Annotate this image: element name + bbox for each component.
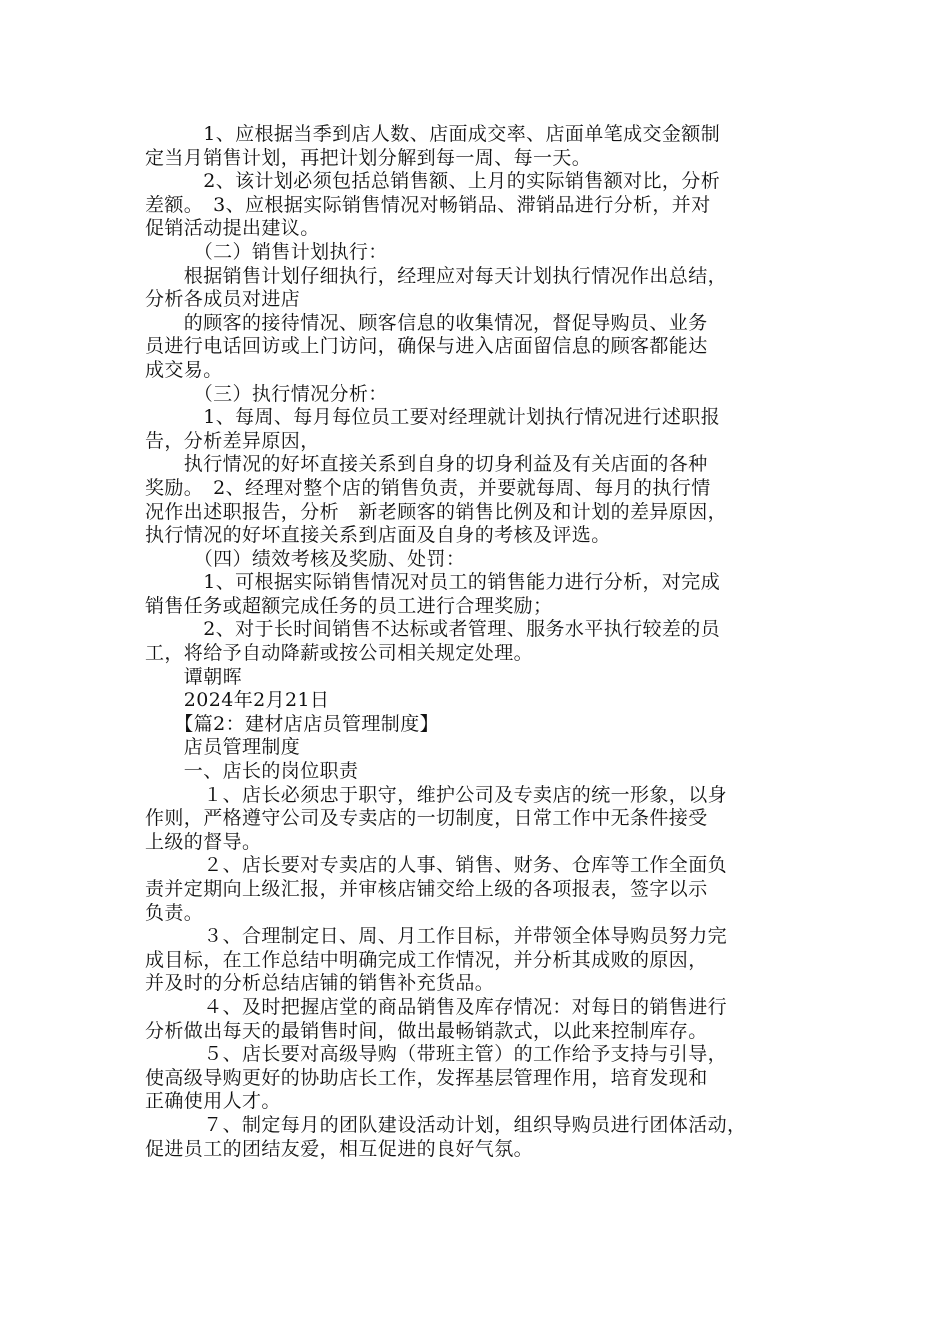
text-line: 工，将给予自动降薪或按公司相关规定处理。 <box>145 642 534 665</box>
text-line: （三）执行情况分析： <box>145 382 388 405</box>
text-line: １、店长必须忠于职守，维护公司及专卖店的统一形象，以身 <box>145 783 728 806</box>
text-line: 1、每周、每月每位员工要对经理就计划执行情况进行述职报 <box>145 406 721 429</box>
text-line: 成交易。 <box>145 358 223 381</box>
text-line: 根据销售计划仔细执行，经理应对每天计划执行情况作出总结， <box>145 264 728 287</box>
text-line: ５、店长要对高级导购（带班主管）的工作给予支持与引导， <box>145 1043 728 1066</box>
document-body <box>145 123 810 1161</box>
text-line: 2、对于长时间销售不达标或者管理、服务水平执行较差的员 <box>145 618 721 641</box>
text-line: 的顾客的接待情况、顾客信息的收集情况，督促导购员、业务 <box>145 311 708 334</box>
text-line: 分析做出每天的最销售时间，做出最畅销款式，以此来控制库存。 <box>145 1019 708 1042</box>
text-line: 负责。 <box>145 901 204 924</box>
text-line: 员进行电话回访或上门访问，确保与进入店面留信息的顾客都能达 <box>145 335 708 358</box>
text-line: 一、店长的岗位职责 <box>145 760 359 783</box>
text-line: 使高级导购更好的协助店长工作，发挥基层管理作用，培育发现和 <box>145 1066 708 1089</box>
text-line: 并及时的分析总结店铺的销售补充货品。 <box>145 972 495 995</box>
text-line: （四）绩效考核及奖励、处罚： <box>145 547 466 570</box>
text-line: 况作出述职报告，分析 新老顾客的销售比例及和计划的差异原因， <box>145 500 728 523</box>
text-line: 执行情况的好坏直接关系到店面及自身的考核及评选。 <box>145 524 611 547</box>
text-line: 告，分析差异原因， <box>145 429 320 452</box>
text-line: 执行情况的好坏直接关系到自身的切身利益及有关店面的各种 <box>145 453 708 476</box>
text-line: 促进员工的团结友爱，相互促进的良好气氛。 <box>145 1137 534 1160</box>
text-line: 分析各成员对进店 <box>145 288 301 311</box>
text-line: 销售任务或超额完成任务的员工进行合理奖励； <box>145 594 553 617</box>
text-line: 定当月销售计划，再把计划分解到每一周、每一天。 <box>145 146 592 169</box>
text-line: 促销活动提出建议。 <box>145 217 320 240</box>
text-line: 店员管理制度 <box>145 736 301 759</box>
text-line: 2024年2月21日 <box>145 689 330 712</box>
text-line: （二）销售计划执行： <box>145 240 388 263</box>
text-line: 作则，严格遵守公司及专卖店的一切制度，日常工作中无条件接受 <box>145 807 708 830</box>
text-line: 谭朝晖 <box>145 665 243 688</box>
text-line: 1、应根据当季到店人数、店面成交率、店面单笔成交金额制 <box>145 123 721 145</box>
text-line: 2、该计划必须包括总销售额、上月的实际销售额对比，分析 <box>145 170 721 193</box>
text-line: 责并定期向上级汇报，并审核店铺交给上级的各项报表，签字以示 <box>145 878 708 900</box>
text-line: ２、店长要对专卖店的人事、销售、财务、仓库等工作全面负 <box>145 854 728 877</box>
text-line: 正确使用人才。 <box>145 1090 281 1113</box>
text-line: 奖励。 2、经理对整个店的销售负责，并要就每周、每月的执行情 <box>145 476 711 499</box>
text-line: 1、可根据实际销售情况对员工的销售能力进行分析，对完成 <box>145 571 721 594</box>
text-line: 差额。 3、应根据实际销售情况对畅销品、滞销品进行分析，并对 <box>145 193 711 216</box>
text-line: ７、制定每月的团队建设活动计划，组织导购员进行团体活动， <box>145 1113 747 1136</box>
text-line: 【篇2：建材店店员管理制度】 <box>145 712 439 735</box>
text-line: ３、合理制定日、周、月工作目标，并带领全体导购员努力完 <box>145 925 728 948</box>
text-line: 成目标，在工作总结中明确完成工作情况，并分析其成败的原因， <box>145 948 708 971</box>
text-line: ４、及时把握店堂的商品销售及库存情况：对每日的销售进行 <box>145 995 728 1018</box>
text-line: 上级的督导。 <box>145 830 262 853</box>
